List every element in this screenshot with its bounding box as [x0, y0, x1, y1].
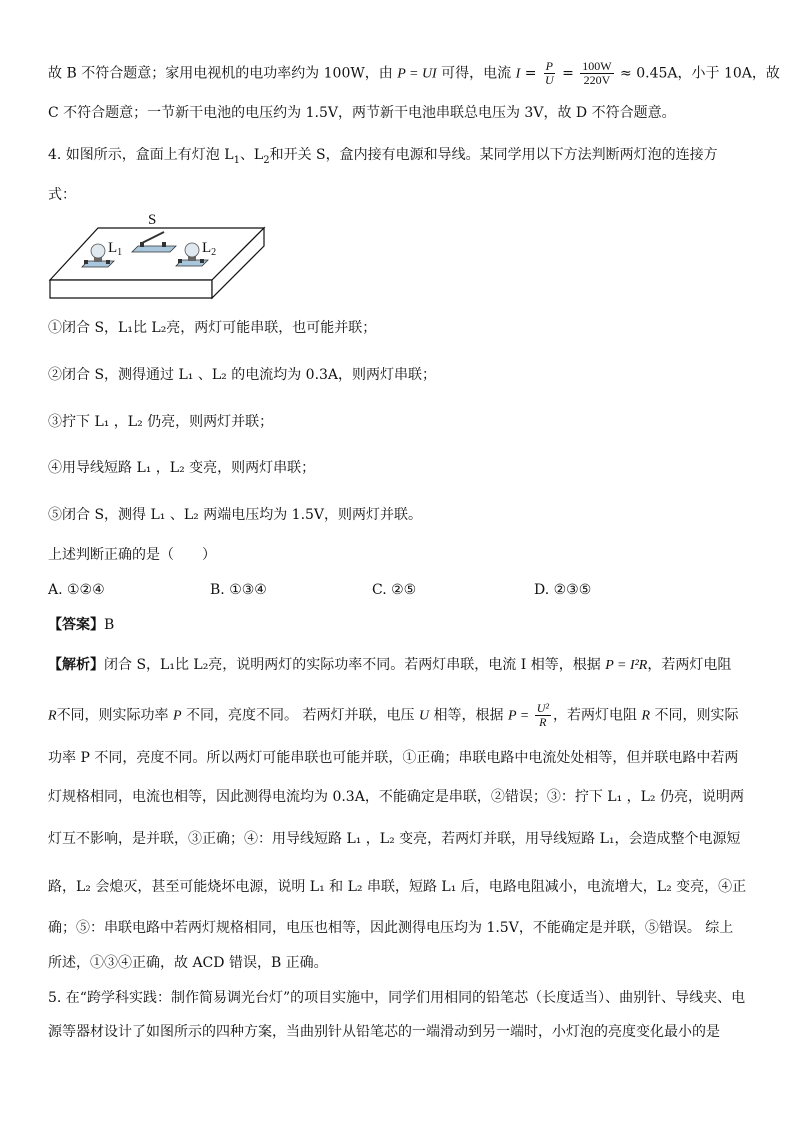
question-5-line: 5. 在“跨学科实践：制作简易调光台灯”的项目实施中，同学们用相同的铅笔芯（长度适当）、曲别针、导线夹、电 — [48, 990, 746, 1006]
fraction-numerator: 100W — [582, 59, 612, 73]
formula: R — [48, 708, 57, 724]
fraction — [580, 60, 613, 87]
formula: P = UI — [397, 66, 437, 82]
option-a: A. ①②④ — [48, 582, 105, 598]
option-d: D. ②③⑤ — [534, 582, 592, 598]
fraction — [535, 702, 551, 729]
question-4-line — [48, 145, 718, 171]
text-span: ，若两灯电阻 — [647, 657, 732, 673]
text-line: C 不符合题意；一节新干电池的电压约为 1.5V，两节新干电池串联总电压为 3V，故 D 不符合题意。 — [48, 105, 676, 121]
fraction-numerator: U² — [536, 701, 549, 715]
option-b: B. ①③④ — [210, 582, 267, 598]
formula: I — [515, 66, 521, 82]
explanation-line — [48, 702, 738, 729]
fraction-numerator: P — [545, 59, 553, 73]
text-span: 4. 如图所示，盒面上有灯泡 L — [48, 147, 234, 163]
circuit-box-figure — [48, 210, 268, 302]
text-span: 相等，根据 — [429, 707, 508, 724]
text-span: = — [520, 65, 541, 82]
explanation-line: 灯规格相同，电流也相等，因此测得电流均为 0.3A，不能确定是串联，②错误；③：拧下 L₁ ，L₂ 仍亮，说明两 — [48, 789, 744, 805]
text-span: 不同，亮度不同。 若两灯并联，电压 — [181, 707, 419, 724]
question-5-line: 源等器材设计了如图所示的四种方案，当曲别针从铅笔芯的一端滑动到另一端时，小灯泡的亮度变化最小的是 — [48, 1024, 720, 1040]
text-line: 式： — [48, 187, 76, 203]
explanation-label: 【解析】 — [48, 657, 104, 673]
text-span: 闭合 S，L₁比 L₂亮，说明两灯的实际功率不同。若两灯串联，电流 I 相等，根据 — [104, 657, 606, 673]
formula: R — [641, 708, 650, 724]
option-c: C. ②⑤ — [372, 582, 417, 598]
statement-2: ②闭合 S，测得通过 L₁ 、L₂ 的电流均为 0.3A，则两灯串联； — [48, 367, 437, 383]
explanation-line: 路，L₂ 会熄灭，甚至可能烧坏电源，说明 L₁ 和 L₂ 串联，短路 L₁ 后，电路电阻减小，电流增大，L₂ 变亮，④正 — [48, 879, 747, 895]
formula: U — [418, 708, 430, 724]
subscript: 1 — [233, 154, 240, 166]
text-span: 不同，则实际功率 — [56, 707, 174, 724]
explanation-line: 功率 P 不同，亮度不同。所以两灯可能串联也可能并联，①正确；串联电路中电流处处相等，但并联电路中若两 — [48, 750, 739, 766]
label-s: S — [148, 212, 157, 228]
box-front-face — [50, 280, 212, 298]
fraction-denominator: R — [539, 715, 547, 729]
text-span: 、L — [239, 147, 264, 163]
label-l2: $L_2$ — [202, 240, 217, 258]
explanation-line: 所述，①③④正确，故 ACD 错误，B 正确。 — [48, 955, 328, 971]
explanation-line — [48, 655, 731, 676]
question-ask: 上述判断正确的是（ ） — [48, 547, 216, 563]
answer-label: 【答案】 — [48, 617, 104, 633]
answer-value: B — [104, 617, 115, 633]
answer-line — [48, 615, 114, 635]
statement-3: ③拧下 L₁ ，L₂ 仍亮，则两灯并联； — [48, 414, 274, 430]
text-span: 可得，电流 — [436, 65, 516, 82]
statement-1: ①闭合 S，L₁比 L₂亮，两灯可能串联，也可能并联； — [48, 320, 377, 336]
label-l1: $L_1$ — [108, 240, 123, 258]
subscript: 2 — [263, 154, 270, 166]
text-span: ≈ 0.45A，小于 10A，故 — [615, 65, 780, 82]
text-span: 不同，则实际 — [650, 707, 739, 724]
fraction — [543, 60, 556, 87]
fraction-denominator: U — [544, 73, 554, 87]
text-line: 故 B 不符合题意；家用电视机的电功率约为 100W，由 P = UI 可得，电流 I = $\frac{P}{U}$ = $\frac{100W}{220V}$ ≈ 0.45A，小于 10A，故 — [48, 59, 780, 87]
statement-4: ④用导线短路 L₁ ，L₂ 变亮，则两灯串联； — [48, 460, 316, 476]
formula: P = — [507, 708, 533, 724]
text-span: 故 B 不符合题意；家用电视机的电功率约为 100W，由 — [48, 65, 398, 82]
fraction-denominator: 220V — [583, 73, 611, 87]
explanation-line: 确；⑤：串联电路中若两灯规格相同，电压也相等，因此测得电压均为 1.5V，不能确定是并联，⑤错误。 综上 — [48, 920, 734, 936]
formula: P = I²R — [605, 658, 648, 673]
explanation-line: 灯互不影响，是并联，③正确；④：用导线短路 L₁ ，L₂ 变亮，若两灯并联，用导线短路 L₁，会造成整个电源短 — [48, 831, 741, 847]
statement-5: ⑤闭合 S，测得 L₁ 、L₂ 两端电压均为 1.5V，则两灯并联。 — [48, 507, 423, 523]
formula: P — [173, 708, 182, 724]
text-span: 和开关 S，盒内接有电源和导线。某同学用以下方法判断两灯泡的连接方 — [269, 147, 718, 163]
text-span: ，若两灯电阻 — [552, 707, 642, 724]
